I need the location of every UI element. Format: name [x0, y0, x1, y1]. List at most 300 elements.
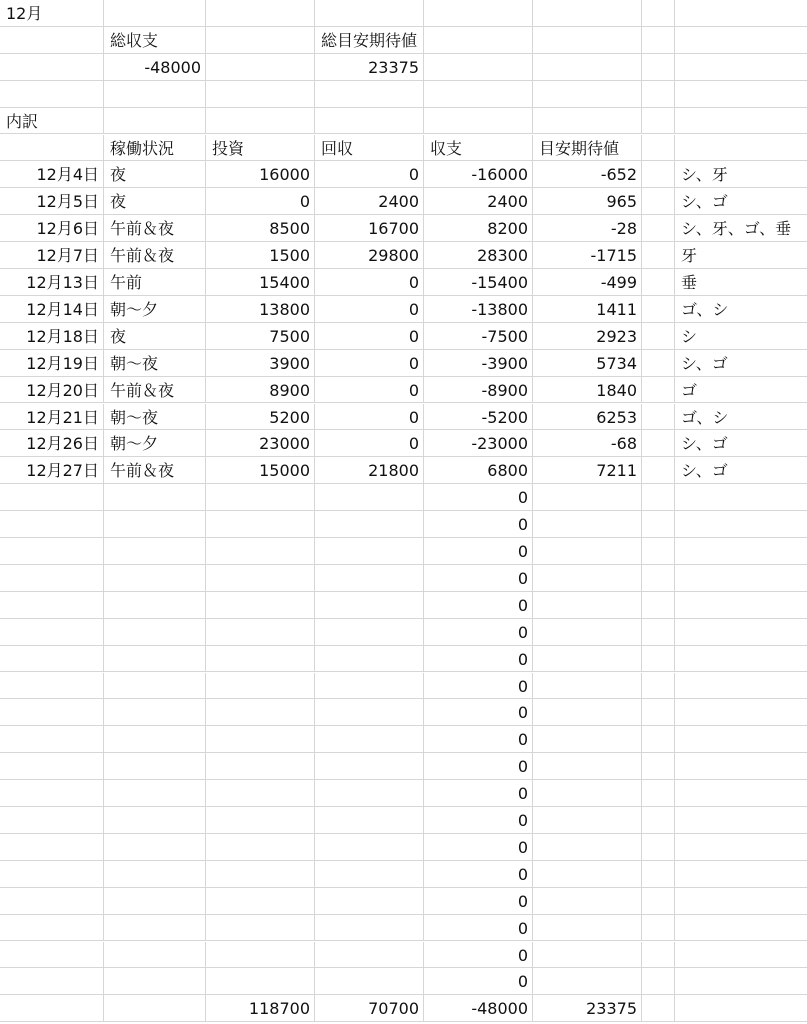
- cell[interactable]: [104, 511, 206, 538]
- cell[interactable]: [675, 968, 807, 995]
- cell[interactable]: [642, 726, 675, 753]
- cell[interactable]: [0, 592, 104, 619]
- expected-cell[interactable]: 1840: [533, 377, 642, 404]
- cell[interactable]: [0, 619, 104, 646]
- balance-cell[interactable]: 0: [424, 619, 533, 646]
- status-cell[interactable]: 午前＆夜: [104, 377, 206, 404]
- cell[interactable]: [533, 834, 642, 861]
- cell[interactable]: [675, 942, 807, 969]
- cell[interactable]: [533, 888, 642, 915]
- cell[interactable]: [206, 619, 315, 646]
- cell[interactable]: [104, 619, 206, 646]
- cell[interactable]: [675, 484, 807, 511]
- status-cell[interactable]: 夜: [104, 323, 206, 350]
- cell[interactable]: [642, 753, 675, 780]
- breakdown-cell[interactable]: [0, 108, 104, 135]
- cell[interactable]: [675, 995, 807, 1022]
- invest-cell[interactable]: 0: [206, 188, 315, 215]
- recover-cell[interactable]: 0: [315, 430, 424, 457]
- cell[interactable]: [104, 807, 206, 834]
- cell[interactable]: [675, 511, 807, 538]
- cell[interactable]: [675, 54, 807, 81]
- cell[interactable]: [104, 834, 206, 861]
- balance-cell[interactable]: 0: [424, 861, 533, 888]
- cell[interactable]: [315, 619, 424, 646]
- cell[interactable]: [675, 646, 807, 673]
- status-cell[interactable]: 朝〜夕: [104, 430, 206, 457]
- cell[interactable]: [0, 484, 104, 511]
- cell[interactable]: [642, 861, 675, 888]
- cell[interactable]: [104, 538, 206, 565]
- note-cell[interactable]: ゴ: [675, 377, 807, 404]
- balance-cell[interactable]: 6800: [424, 457, 533, 484]
- date-cell[interactable]: 12月18日: [0, 323, 104, 350]
- total-balance-value[interactable]: -48000: [104, 54, 206, 81]
- cell[interactable]: [533, 619, 642, 646]
- cell[interactable]: [315, 699, 424, 726]
- cell[interactable]: [533, 484, 642, 511]
- balance-cell[interactable]: 8200: [424, 215, 533, 242]
- expected-cell[interactable]: -1715: [533, 242, 642, 269]
- cell[interactable]: [642, 350, 675, 377]
- cell[interactable]: [315, 726, 424, 753]
- cell[interactable]: [104, 592, 206, 619]
- cell[interactable]: [0, 861, 104, 888]
- expected-cell[interactable]: 5734: [533, 350, 642, 377]
- cell[interactable]: [642, 108, 675, 135]
- status-cell[interactable]: 夜: [104, 161, 206, 188]
- date-cell[interactable]: 12月20日: [0, 377, 104, 404]
- status-cell[interactable]: 朝〜夜: [104, 350, 206, 377]
- cell[interactable]: [206, 538, 315, 565]
- cell[interactable]: [0, 942, 104, 969]
- cell[interactable]: [206, 27, 315, 54]
- status-cell[interactable]: 午前＆夜: [104, 242, 206, 269]
- cell[interactable]: [533, 81, 642, 108]
- cell[interactable]: [424, 81, 533, 108]
- cell[interactable]: [675, 753, 807, 780]
- cell[interactable]: [642, 215, 675, 242]
- cell[interactable]: [315, 108, 424, 135]
- cell[interactable]: [675, 834, 807, 861]
- cell[interactable]: [642, 673, 675, 700]
- balance-cell[interactable]: -13800: [424, 296, 533, 323]
- note-cell[interactable]: ゴ、シ: [675, 296, 807, 323]
- cell[interactable]: [315, 673, 424, 700]
- cell[interactable]: [104, 861, 206, 888]
- cell[interactable]: [642, 323, 675, 350]
- date-cell[interactable]: 12月6日: [0, 215, 104, 242]
- expected-cell[interactable]: -68: [533, 430, 642, 457]
- cell[interactable]: [642, 565, 675, 592]
- cell[interactable]: [642, 915, 675, 942]
- cell[interactable]: [206, 888, 315, 915]
- cell[interactable]: [0, 538, 104, 565]
- cell[interactable]: [533, 915, 642, 942]
- cell[interactable]: [424, 108, 533, 135]
- cell[interactable]: [533, 538, 642, 565]
- cell[interactable]: [642, 888, 675, 915]
- balance-cell[interactable]: 0: [424, 968, 533, 995]
- cell[interactable]: [675, 888, 807, 915]
- recover-cell[interactable]: 0: [315, 377, 424, 404]
- balance-cell[interactable]: 0: [424, 942, 533, 969]
- cell[interactable]: [533, 565, 642, 592]
- cell[interactable]: [104, 484, 206, 511]
- recover-cell[interactable]: 0: [315, 296, 424, 323]
- balance-cell[interactable]: 0: [424, 699, 533, 726]
- balance-cell[interactable]: -3900: [424, 350, 533, 377]
- recover-cell[interactable]: 16700: [315, 215, 424, 242]
- cell[interactable]: [675, 135, 807, 162]
- cell[interactable]: [315, 646, 424, 673]
- recover-cell[interactable]: 0: [315, 323, 424, 350]
- cell[interactable]: [642, 592, 675, 619]
- cell[interactable]: [642, 377, 675, 404]
- balance-cell[interactable]: 28300: [424, 242, 533, 269]
- cell[interactable]: [533, 942, 642, 969]
- note-cell[interactable]: ゴ、シ: [675, 404, 807, 431]
- cell[interactable]: [315, 565, 424, 592]
- cell[interactable]: [206, 834, 315, 861]
- cell[interactable]: [642, 0, 675, 27]
- cell[interactable]: [533, 27, 642, 54]
- cell[interactable]: [642, 619, 675, 646]
- recover-cell[interactable]: 0: [315, 350, 424, 377]
- cell[interactable]: [675, 27, 807, 54]
- cell[interactable]: [675, 108, 807, 135]
- cell[interactable]: [642, 296, 675, 323]
- note-cell[interactable]: シ、ゴ: [675, 350, 807, 377]
- cell[interactable]: [0, 81, 104, 108]
- cell[interactable]: [104, 108, 206, 135]
- cell[interactable]: [104, 81, 206, 108]
- cell[interactable]: [675, 0, 807, 27]
- cell[interactable]: [642, 135, 675, 162]
- cell[interactable]: [315, 780, 424, 807]
- balance-cell[interactable]: -7500: [424, 323, 533, 350]
- cell[interactable]: [206, 81, 315, 108]
- cell[interactable]: [206, 807, 315, 834]
- total-expected-value[interactable]: 23375: [315, 54, 424, 81]
- cell[interactable]: [675, 915, 807, 942]
- cell[interactable]: [0, 726, 104, 753]
- cell[interactable]: [675, 780, 807, 807]
- cell[interactable]: [315, 592, 424, 619]
- cell[interactable]: [642, 161, 675, 188]
- cell[interactable]: [0, 753, 104, 780]
- recover-cell[interactable]: 29800: [315, 242, 424, 269]
- cell[interactable]: [642, 484, 675, 511]
- balance-cell[interactable]: -15400: [424, 269, 533, 296]
- cell[interactable]: [642, 457, 675, 484]
- cell[interactable]: [642, 968, 675, 995]
- cell[interactable]: [315, 888, 424, 915]
- cell[interactable]: [642, 188, 675, 215]
- cell[interactable]: [104, 915, 206, 942]
- cell[interactable]: [206, 108, 315, 135]
- invest-cell[interactable]: 23000: [206, 430, 315, 457]
- cell[interactable]: [104, 753, 206, 780]
- balance-cell[interactable]: -23000: [424, 430, 533, 457]
- cell[interactable]: [104, 780, 206, 807]
- cell[interactable]: [642, 27, 675, 54]
- cell[interactable]: [0, 699, 104, 726]
- invest-cell[interactable]: 8500: [206, 215, 315, 242]
- cell[interactable]: [104, 888, 206, 915]
- cell[interactable]: [642, 404, 675, 431]
- cell[interactable]: [104, 0, 206, 27]
- cell[interactable]: [533, 54, 642, 81]
- balance-cell[interactable]: -16000: [424, 161, 533, 188]
- balance-cell[interactable]: 0: [424, 673, 533, 700]
- balance-cell[interactable]: 0: [424, 484, 533, 511]
- date-cell[interactable]: 12月7日: [0, 242, 104, 269]
- date-cell[interactable]: 12月4日: [0, 161, 104, 188]
- cell[interactable]: [533, 592, 642, 619]
- cell[interactable]: [315, 942, 424, 969]
- balance-cell[interactable]: 0: [424, 511, 533, 538]
- expected-cell[interactable]: 1411: [533, 296, 642, 323]
- balance-cell[interactable]: 0: [424, 915, 533, 942]
- header-expected[interactable]: 目安期待値: [533, 135, 642, 162]
- cell[interactable]: [642, 995, 675, 1022]
- cell[interactable]: [206, 942, 315, 969]
- total-balance[interactable]: -48000: [424, 995, 533, 1022]
- total-expected[interactable]: 23375: [533, 995, 642, 1022]
- cell[interactable]: [206, 54, 315, 81]
- cell[interactable]: [104, 726, 206, 753]
- cell[interactable]: [315, 753, 424, 780]
- cell[interactable]: [0, 646, 104, 673]
- cell[interactable]: [642, 834, 675, 861]
- cell[interactable]: [104, 942, 206, 969]
- cell[interactable]: [0, 888, 104, 915]
- cell[interactable]: [533, 646, 642, 673]
- cell[interactable]: [206, 699, 315, 726]
- note-cell[interactable]: シ、ゴ: [675, 430, 807, 457]
- cell[interactable]: [315, 511, 424, 538]
- invest-cell[interactable]: 8900: [206, 377, 315, 404]
- balance-cell[interactable]: 0: [424, 538, 533, 565]
- cell[interactable]: [675, 619, 807, 646]
- cell[interactable]: [206, 592, 315, 619]
- date-cell[interactable]: 12月27日: [0, 457, 104, 484]
- cell[interactable]: [206, 511, 315, 538]
- cell[interactable]: [533, 108, 642, 135]
- cell[interactable]: [206, 753, 315, 780]
- cell[interactable]: [675, 538, 807, 565]
- cell[interactable]: [675, 726, 807, 753]
- invest-cell[interactable]: 1500: [206, 242, 315, 269]
- cell[interactable]: [642, 511, 675, 538]
- recover-cell[interactable]: 0: [315, 404, 424, 431]
- status-cell[interactable]: 朝〜夜: [104, 404, 206, 431]
- cell[interactable]: [0, 565, 104, 592]
- cell[interactable]: [642, 942, 675, 969]
- cell[interactable]: [206, 673, 315, 700]
- cell[interactable]: [533, 726, 642, 753]
- date-cell[interactable]: 12月26日: [0, 430, 104, 457]
- cell[interactable]: [642, 54, 675, 81]
- cell[interactable]: [424, 0, 533, 27]
- cell[interactable]: [675, 592, 807, 619]
- cell[interactable]: [533, 0, 642, 27]
- status-cell[interactable]: 午前＆夜: [104, 457, 206, 484]
- invest-cell[interactable]: 13800: [206, 296, 315, 323]
- cell[interactable]: [315, 968, 424, 995]
- cell[interactable]: [0, 54, 104, 81]
- balance-cell[interactable]: 0: [424, 646, 533, 673]
- cell[interactable]: [533, 968, 642, 995]
- cell[interactable]: [642, 780, 675, 807]
- cell[interactable]: [104, 565, 206, 592]
- balance-cell[interactable]: 2400: [424, 188, 533, 215]
- cell[interactable]: [315, 81, 424, 108]
- note-cell[interactable]: シ: [675, 323, 807, 350]
- cell[interactable]: [206, 915, 315, 942]
- cell[interactable]: [675, 807, 807, 834]
- cell[interactable]: [642, 538, 675, 565]
- cell[interactable]: [533, 780, 642, 807]
- cell[interactable]: [315, 861, 424, 888]
- note-cell[interactable]: シ、牙: [675, 161, 807, 188]
- cell[interactable]: [642, 807, 675, 834]
- cell[interactable]: [642, 242, 675, 269]
- balance-cell[interactable]: 0: [424, 888, 533, 915]
- cell[interactable]: [0, 834, 104, 861]
- cell[interactable]: [642, 699, 675, 726]
- cell[interactable]: [533, 511, 642, 538]
- cell[interactable]: [0, 780, 104, 807]
- recover-cell[interactable]: 2400: [315, 188, 424, 215]
- cell[interactable]: [0, 27, 104, 54]
- expected-cell[interactable]: 965: [533, 188, 642, 215]
- expected-cell[interactable]: 6253: [533, 404, 642, 431]
- cell[interactable]: [0, 915, 104, 942]
- cell[interactable]: [104, 995, 206, 1022]
- cell[interactable]: [424, 27, 533, 54]
- cell[interactable]: [104, 699, 206, 726]
- balance-cell[interactable]: 0: [424, 780, 533, 807]
- cell[interactable]: [675, 861, 807, 888]
- total-invest[interactable]: 118700: [206, 995, 315, 1022]
- balance-cell[interactable]: 0: [424, 834, 533, 861]
- balance-cell[interactable]: 0: [424, 753, 533, 780]
- cell[interactable]: [533, 699, 642, 726]
- status-cell[interactable]: 夜: [104, 188, 206, 215]
- cell[interactable]: [642, 269, 675, 296]
- cell[interactable]: [315, 484, 424, 511]
- date-cell[interactable]: 12月21日: [0, 404, 104, 431]
- recover-cell[interactable]: 21800: [315, 457, 424, 484]
- total-expected-label-cell[interactable]: [315, 27, 424, 54]
- cell[interactable]: [0, 511, 104, 538]
- date-cell[interactable]: 12月14日: [0, 296, 104, 323]
- cell[interactable]: [0, 807, 104, 834]
- cell[interactable]: [533, 753, 642, 780]
- cell[interactable]: [424, 54, 533, 81]
- expected-cell[interactable]: 2923: [533, 323, 642, 350]
- status-cell[interactable]: 朝〜夕: [104, 296, 206, 323]
- note-cell[interactable]: シ、ゴ: [675, 188, 807, 215]
- cell[interactable]: [315, 834, 424, 861]
- cell[interactable]: [206, 484, 315, 511]
- cell[interactable]: [315, 915, 424, 942]
- header-status[interactable]: 稼働状況: [104, 135, 206, 162]
- cell[interactable]: [206, 780, 315, 807]
- header-invest[interactable]: 投資: [206, 135, 315, 162]
- invest-cell[interactable]: 15000: [206, 457, 315, 484]
- month-cell[interactable]: [0, 0, 104, 27]
- cell[interactable]: [675, 565, 807, 592]
- note-cell[interactable]: 牙: [675, 242, 807, 269]
- invest-cell[interactable]: 7500: [206, 323, 315, 350]
- balance-cell[interactable]: 0: [424, 807, 533, 834]
- header-recover[interactable]: 回収: [315, 135, 424, 162]
- cell[interactable]: [315, 807, 424, 834]
- cell[interactable]: [104, 968, 206, 995]
- status-cell[interactable]: 午前: [104, 269, 206, 296]
- status-cell[interactable]: 午前＆夜: [104, 215, 206, 242]
- balance-cell[interactable]: 0: [424, 726, 533, 753]
- cell[interactable]: [642, 81, 675, 108]
- cell[interactable]: [0, 135, 104, 162]
- cell[interactable]: [533, 807, 642, 834]
- expected-cell[interactable]: 7211: [533, 457, 642, 484]
- invest-cell[interactable]: 3900: [206, 350, 315, 377]
- cell[interactable]: [0, 968, 104, 995]
- note-cell[interactable]: シ、ゴ: [675, 457, 807, 484]
- cell[interactable]: [533, 673, 642, 700]
- total-balance-label-cell[interactable]: [104, 27, 206, 54]
- note-cell[interactable]: 垂: [675, 269, 807, 296]
- invest-cell[interactable]: 16000: [206, 161, 315, 188]
- cell[interactable]: [206, 861, 315, 888]
- header-balance[interactable]: 収支: [424, 135, 533, 162]
- recover-cell[interactable]: 0: [315, 269, 424, 296]
- balance-cell[interactable]: 0: [424, 565, 533, 592]
- cell[interactable]: [0, 673, 104, 700]
- cell[interactable]: [206, 968, 315, 995]
- cell[interactable]: [206, 646, 315, 673]
- cell[interactable]: [104, 673, 206, 700]
- expected-cell[interactable]: -28: [533, 215, 642, 242]
- cell[interactable]: [0, 995, 104, 1022]
- date-cell[interactable]: 12月5日: [0, 188, 104, 215]
- cell[interactable]: [206, 726, 315, 753]
- date-cell[interactable]: 12月19日: [0, 350, 104, 377]
- cell[interactable]: [206, 565, 315, 592]
- invest-cell[interactable]: 5200: [206, 404, 315, 431]
- cell[interactable]: [642, 646, 675, 673]
- cell[interactable]: [675, 673, 807, 700]
- cell[interactable]: [533, 861, 642, 888]
- recover-cell[interactable]: 0: [315, 161, 424, 188]
- invest-cell[interactable]: 15400: [206, 269, 315, 296]
- cell[interactable]: [315, 0, 424, 27]
- cell[interactable]: [675, 81, 807, 108]
- balance-cell[interactable]: -5200: [424, 404, 533, 431]
- balance-cell[interactable]: 0: [424, 592, 533, 619]
- balance-cell[interactable]: -8900: [424, 377, 533, 404]
- date-cell[interactable]: 12月13日: [0, 269, 104, 296]
- cell[interactable]: [642, 430, 675, 457]
- expected-cell[interactable]: -652: [533, 161, 642, 188]
- total-recover[interactable]: 70700: [315, 995, 424, 1022]
- expected-cell[interactable]: -499: [533, 269, 642, 296]
- cell[interactable]: [206, 0, 315, 27]
